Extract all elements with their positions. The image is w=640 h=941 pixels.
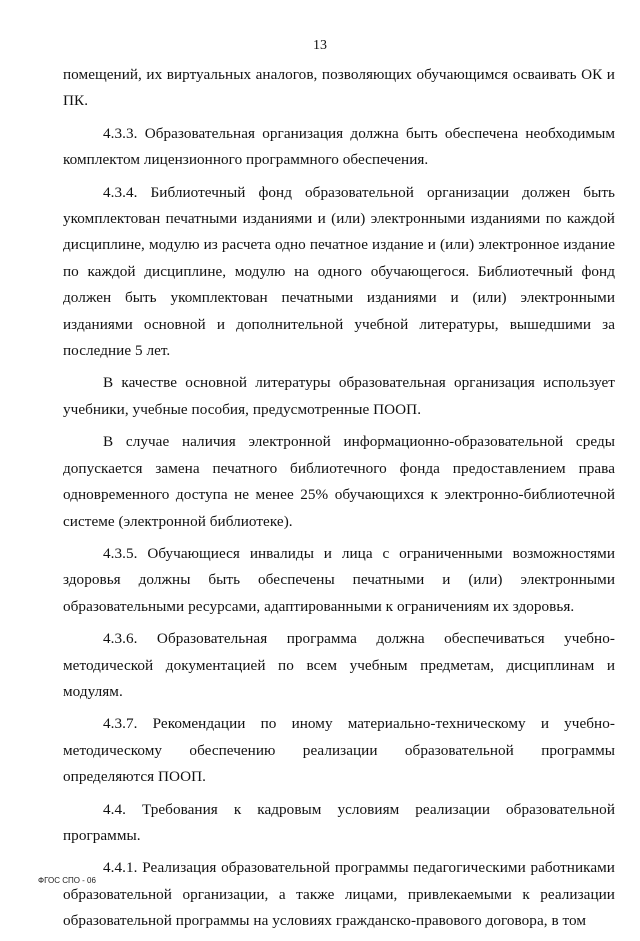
paragraph-electronic-environment: В случае наличия электронной информационно-образовательной среды допускается замена печатного библиотечного фонда предоставлением права одновременного доступа не менее 25% обучающихся к электронно-библиотечной системе (электронной библиотеке). xyxy=(63,433,615,530)
paragraph-continuation: помещений, их виртуальных аналогов, позволяющих обучающимся осваивать ОК и ПК. xyxy=(63,66,615,110)
paragraph-main-literature: В качестве основной литературы образовательная организация использует учебники, учебные пособия, предусмотренные ПООП. xyxy=(63,374,615,418)
paragraph-4-4-1: 4.4.1. Реализация образовательной программы педагогическими работниками образовательной организации, а также лицами, привлекаемыми к реализации образовательной программы на условиях гражданско-правового договора, в том xyxy=(63,859,615,930)
paragraph-4-3-7: 4.3.7. Рекомендации по иному материально-техническому и учебно-методическому обеспечению реализации образовательной программы определяются ПООП. xyxy=(63,715,615,786)
paragraph-4-3-4: 4.3.4. Библиотечный фонд образовательной организации должен быть укомплектован печатными изданиями и (или) электронными изданиями по каждой дисциплине, модулю из расчета одно печатное издание и (или) электронное издание по каждой дисциплине, модулю на одного обучающегося. Библиотечный фонд должен быть укомплектован печатными изданиями и (или) электронными изданиями основной и дополнительной учебной литературы, вышедшими за последние 5 лет. xyxy=(63,183,615,360)
footer-label: ФГОС СПО - 06 xyxy=(38,876,96,885)
page-number: 13 xyxy=(313,38,327,53)
document-body xyxy=(63,62,615,941)
paragraph-4-3-5: 4.3.5. Обучающиеся инвалиды и лица с ограниченными возможностями здоровья должны быть обеспечены печатными и (или) электронными образовательными ресурсами, адаптированными к ограничениям их здоровья. xyxy=(63,544,615,615)
paragraph-4-3-6: 4.3.6. Образовательная программа должна обеспечиваться учебно-методической документацией по всем учебным предметам, дисциплинам и модулям. xyxy=(63,630,615,700)
paragraph-4-3-3: 4.3.3. Образовательная организация должна быть обеспечена необходимым комплектом лицензионного программного обеспечения. xyxy=(63,124,615,169)
paragraph-4-4: 4.4. Требования к кадровым условиям реализации образовательной программы. xyxy=(63,800,615,844)
